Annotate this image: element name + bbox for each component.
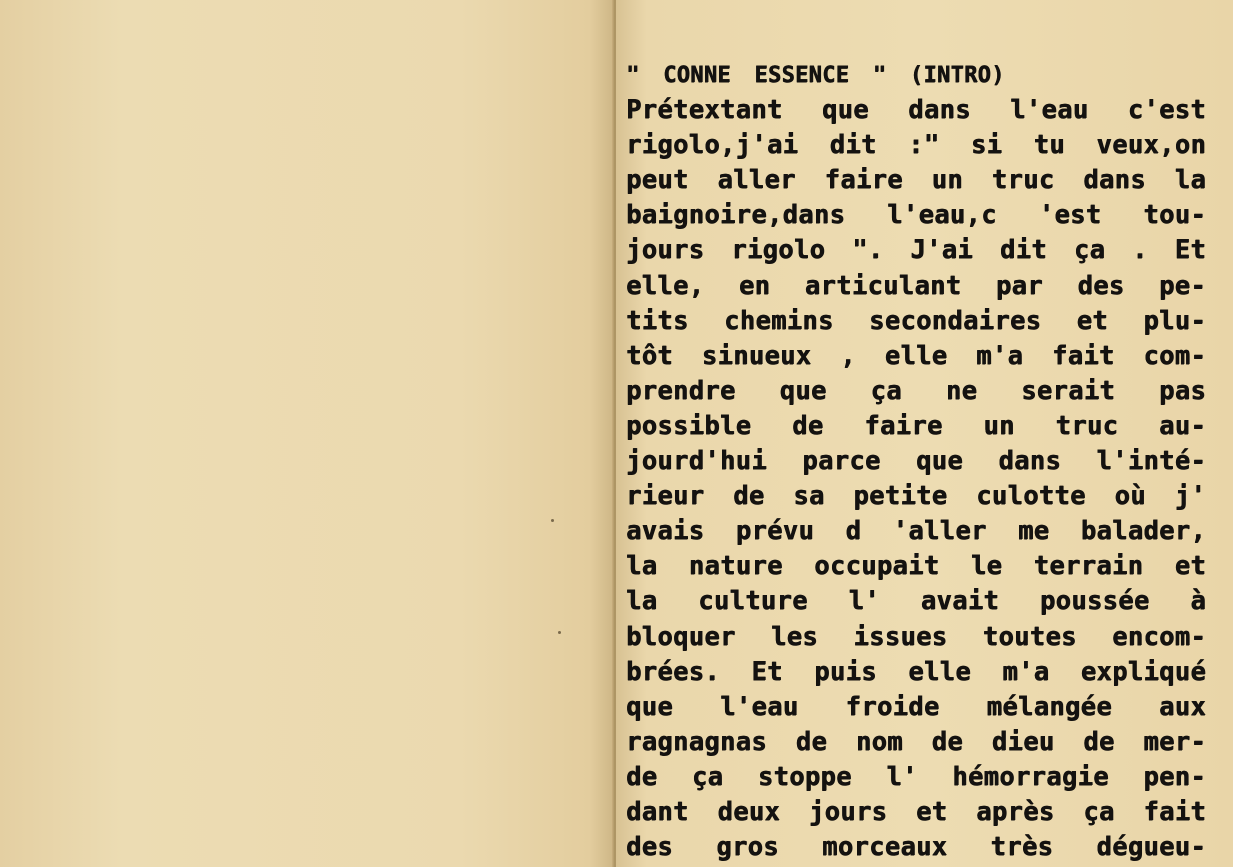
text-line: elle, en articulant par des pe- [626,270,1206,301]
text-line: que l'eau froide mélangée aux [626,691,1206,722]
text-line: bloquer les issues toutes encom- [626,621,1206,652]
text-line: de ça stoppe l' hémorragie pen- [626,761,1206,792]
text-line: avais prévu d 'aller me balader, [626,516,1206,547]
text-line: jourd'hui parce que dans l'inté- [626,446,1206,477]
text-line: des gros morceaux très dégueu- [626,832,1206,863]
text-line: tits chemins secondaires et plu- [626,305,1206,336]
text-line: jours rigolo ". J'ai dit ça . Et [626,235,1206,266]
text-line: tôt sinueux , elle m'a fait com- [626,340,1206,371]
text-line: la nature occupait le terrain et [626,551,1206,582]
paper-speck [551,519,554,522]
text-line: brées. Et puis elle m'a expliqué [626,656,1206,687]
page-heading: " CONNE ESSENCE " (INTRO) [626,63,1005,88]
typewritten-text [626,58,1206,865]
text-line: peut aller faire un truc dans la [626,165,1206,196]
paper-speck [558,631,561,634]
text-line: la culture l' avait poussée à [626,586,1206,617]
left-page-blank [0,0,614,867]
text-line: rigolo,j'ai dit :" si tu veux,on [626,130,1206,161]
text-line: dant deux jours et après ça fait [626,796,1206,827]
text-line: possible de faire un truc au- [626,410,1206,441]
text-line: baignoire,dans l'eau,c 'est tou- [626,200,1206,231]
text-line: ragnagnas de nom de dieu de mer- [626,726,1206,757]
right-page [616,0,1233,867]
text-line: rieur de sa petite culotte où j' [626,481,1206,512]
text-line: prendre que ça ne serait pas [626,375,1206,406]
text-line: Prétextant que dans l'eau c'est [626,95,1206,126]
